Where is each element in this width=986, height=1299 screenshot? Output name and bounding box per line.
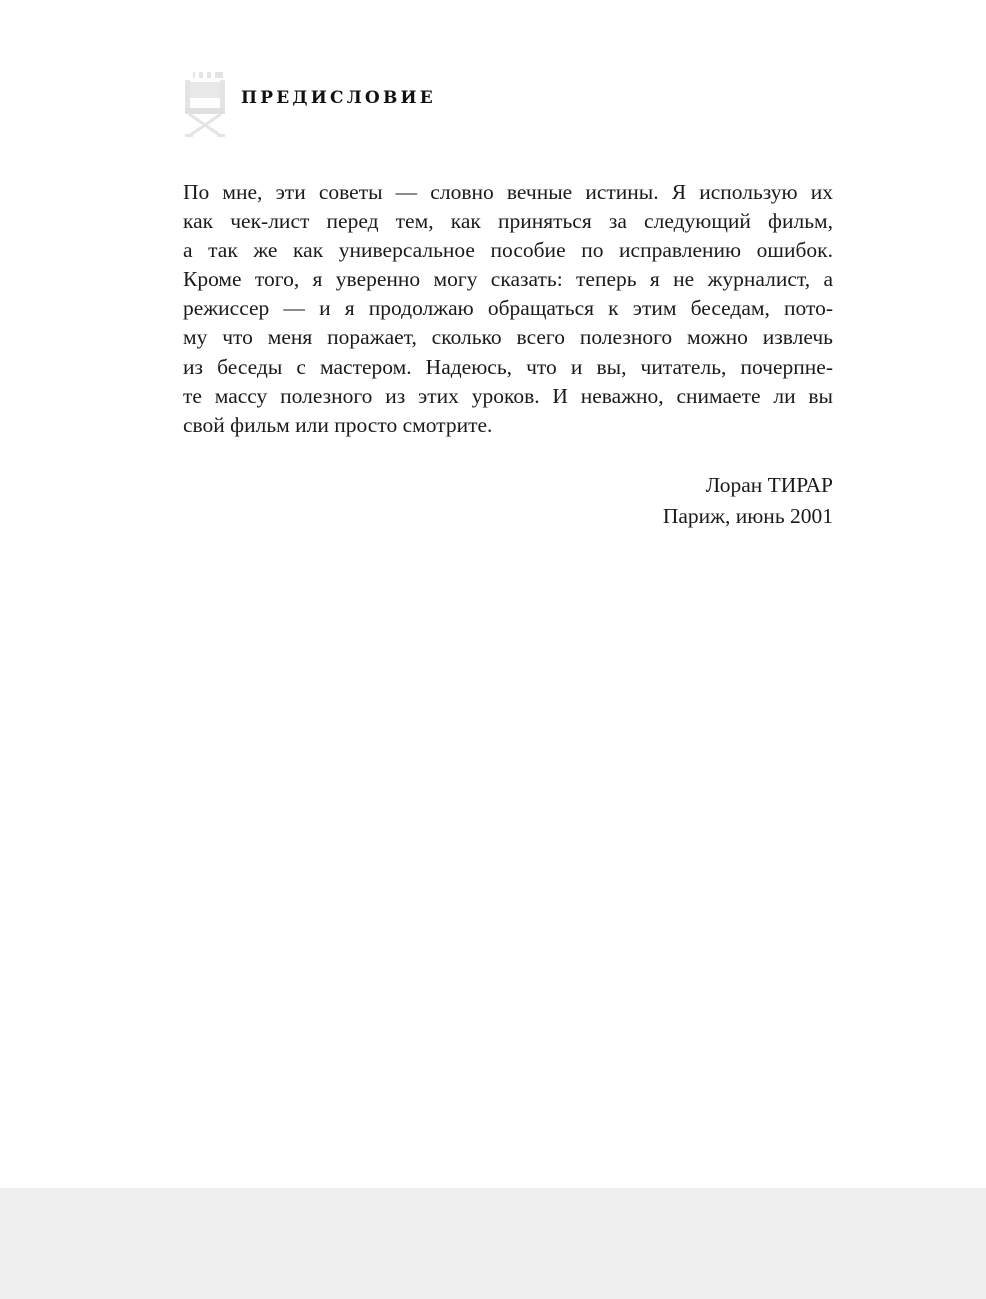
director-chair-icon — [183, 70, 227, 138]
body-paragraph — [183, 178, 833, 440]
text-line: из беседы с мастером. Надеюсь, что и вы, читатель, почерпне- — [183, 354, 833, 379]
place-date: Париж, июнь 2001 — [662, 504, 833, 528]
text-line: режиссер — и я продолжаю обращаться к этим беседам, пото- — [183, 296, 833, 321]
bottom-margin-band — [0, 1188, 986, 1299]
text-line: те массу полезного из этих уроков. И неважно, снимаете ли вы — [183, 383, 833, 408]
text-line: как чек-лист перед тем, как приняться за следующий фильм, — [183, 209, 833, 234]
text-line: свой фильм или просто смотрите. — [183, 412, 493, 437]
author-name: Лоран ТИРАР — [705, 473, 833, 497]
signature-block — [663, 470, 833, 532]
text-line: а так же как универсальное пособие по исправлению ошибок. — [183, 238, 833, 263]
text-line: му что меня поражает, сколько всего полезного можно извлечь — [183, 325, 833, 350]
section-title: ПРЕДИСЛОВИЕ — [241, 88, 436, 108]
text-line: Кроме того, я уверенно могу сказать: теперь я не журналист, а — [183, 267, 833, 292]
text-line: По мне, эти советы — словно вечные истины. Я использую их — [183, 180, 833, 204]
